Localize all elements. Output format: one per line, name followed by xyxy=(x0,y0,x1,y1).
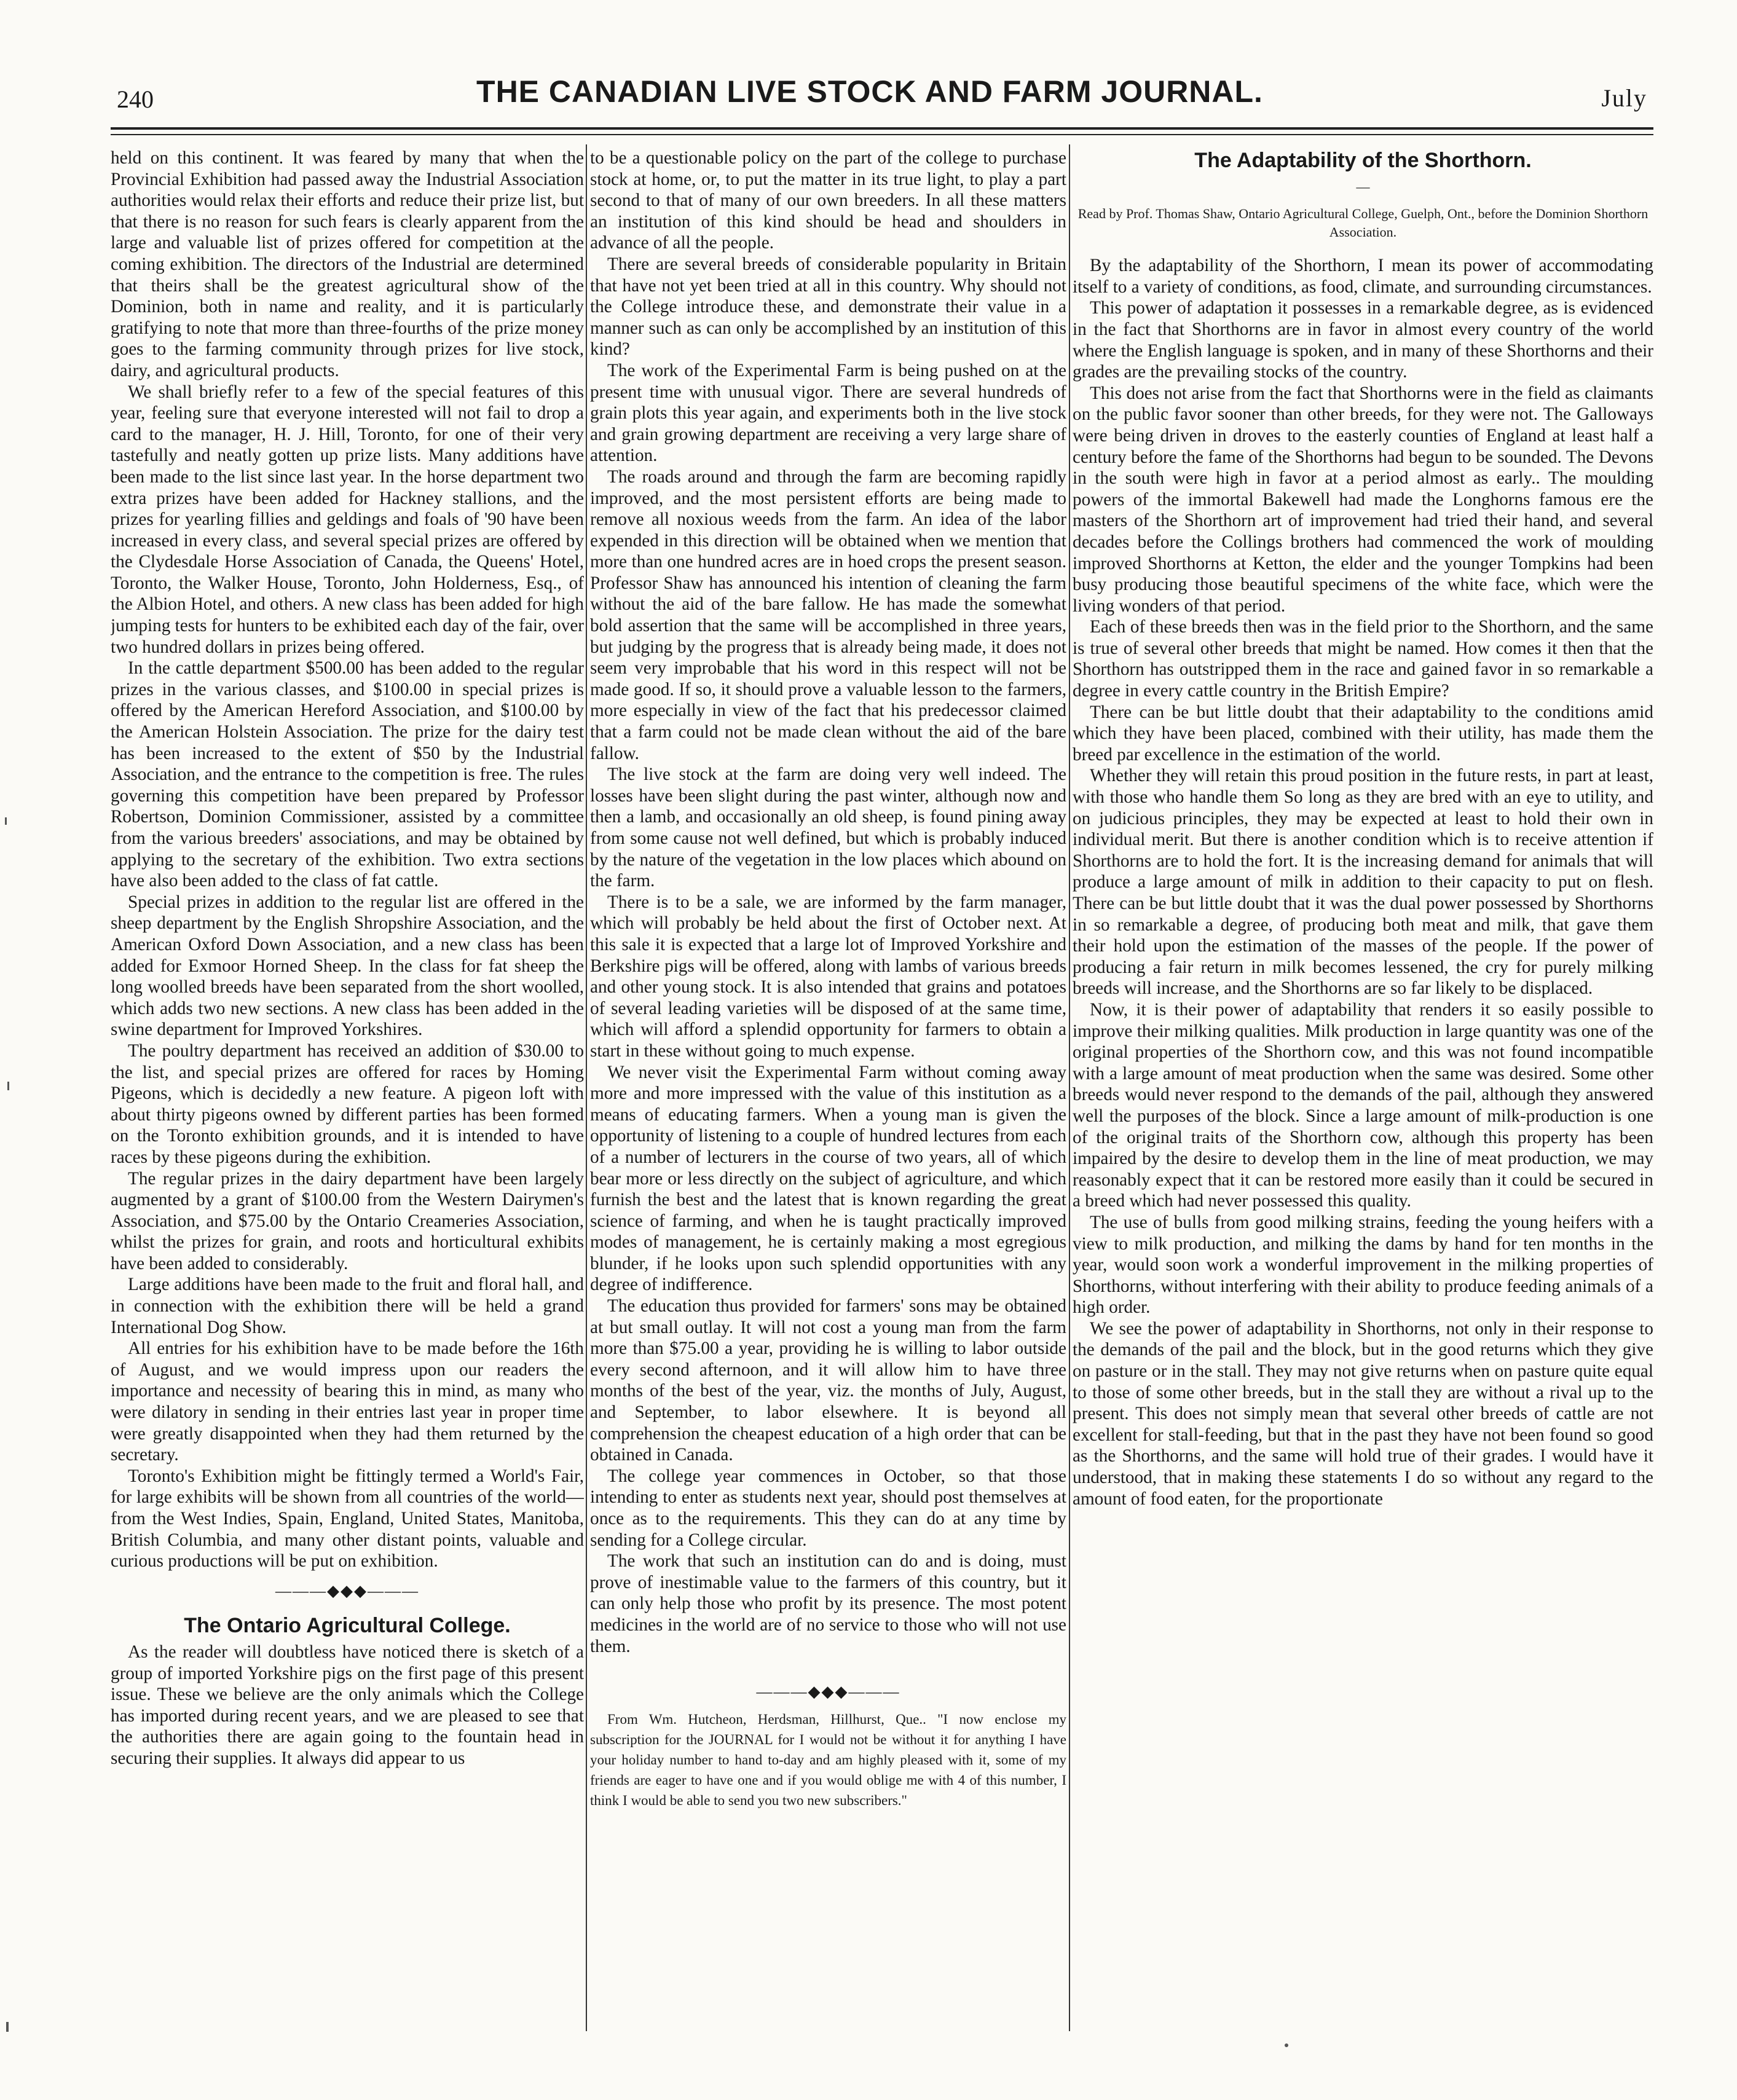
paragraph: There are several breeds of considerable popularity in Britain that have not yet been tried at all in this country. Why should not the College introduce these, and demonstrate their value in a manner such as can only be accomplished by an institution of this kind? xyxy=(590,254,1066,360)
paragraph: The use of bulls from good milking strains, feeding the young heifers with a view to milk production, and milking the dams by hand for ten months in the year, would soon work a wonderful improvement in the milking properties of Shorthorns, without interfering with their ability to produce feeding animals of a high order. xyxy=(1073,1212,1653,1318)
title-dash: — xyxy=(1356,178,1370,194)
header-rule-thick xyxy=(111,127,1653,130)
column-1 xyxy=(111,147,584,2022)
paragraph: As the reader will doubtless have noticed there is sketch of a group of imported Yorkshire pigs on the first page of this present issue. These we believe are the only animals which the College has imported during recent years, and we are pleased to see that the authorities there are again going to the fountain head in securing their supplies. It always did appear to us xyxy=(111,1642,584,1768)
column-divider-1 xyxy=(586,144,587,2031)
section-ornament: ———◆◆◆——— xyxy=(756,1683,900,1701)
paragraph: This does not arise from the fact that Shorthorns were in the field as claimants on the public favor sooner than other breeds, for they were not. The Galloways were being driven in droves to the easterly counties of England at least half a century before the fame of the Shorthorns had begun to be sounded. The Devons in the south were high in favor at a period almost as early.. The moulding powers of the immortal Bakewell had made the Longhorns famous ere the masters of the Shorthorn art of improvement had tried their hand, and several decades before the Collings brothers had commenced the work of moulding improved Shorthorns at Ketton, the elder and the younger Tompkins had been busy producing those beautiful specimens of the white face, which were the living wonders of that period. xyxy=(1073,383,1653,616)
scan-speck xyxy=(6,2022,9,2032)
paragraph: The college year commences in October, so that those intending to enter as students next year, should post themselves at once as to the requirements. This they can do at any time by sending for a College circular. xyxy=(590,1466,1066,1550)
paragraph: Large additions have been made to the fruit and floral hall, and in connection with the exhibition there will be held a grand International Dog Show. xyxy=(111,1275,584,1337)
paragraph: There can be but little doubt that their adaptability to the conditions amid which they have been placed, combined with their utility, has made them the breed par excellence in the estimation of the world. xyxy=(1073,702,1653,765)
paragraph: The poultry department has received an addition of $30.00 to the list, and special prizes are offered for races by Homing Pigeons, which is decidedly a new feature. A pigeon loft with about thirty pigeons owned by different parties has been formed on the Toronto exhibition grounds, and it is intended to have races by these pigeons during the exhibition. xyxy=(111,1040,584,1167)
paragraph: By the adaptability of the Shorthorn, I mean its power of accommodating itself to a variety of conditions, as food, climate, and surrounding circumstances. xyxy=(1073,256,1653,297)
section-ornament: ———◆◆◆——— xyxy=(275,1581,419,1600)
paragraph: Each of these breeds then was in the field prior to the Shorthorn, and the same is true of several other breeds that might be named. How comes it then that the Shorthorn has outstripped them in the race and gained favor in so remarkable a degree in every cattle country in the British Empire? xyxy=(1073,617,1653,701)
page-header xyxy=(74,74,1666,135)
paragraph: In the cattle department $500.00 has been added to the regular prizes in the various classes, and $100.00 in special prizes is offered by the American Hereford Association, and $100.00 by the American Holstein Association. The prize for the dairy test has been increased to the extent of $50 by the Industrial Association, and the entrance to the competition is free. The rules governing this competition have been prepared by Professor Robertson, Dominion Commissioner, assisted by a committee from the various breeders' associations, and may be obtained by applying to the secretary of the exhibition. Two extra sections have also been added to the class of fat cattle. xyxy=(111,658,584,891)
page-number: 240 xyxy=(117,85,154,113)
paragraph: This power of adaptation it possesses in a remarkable degree, as is evidenced in the fact that Shorthorns are in favor in almost every country of the world where the English language is spoken, and in many of these Shorthorns and their grades are the prevailing stocks of the country. xyxy=(1073,298,1653,382)
paragraph: to be a questionable policy on the part of the college to purchase stock at home, or, to put the matter in its true light, to play a part second to that of many of our own breeders. In all these matters an institution of this kind should be head and shoulders in advance of all the people. xyxy=(590,148,1066,253)
paragraph: Now, it is their power of adaptability that renders it so easily possible to improve their milking qualities. Milk production in large quantity was one of the original properties of the Shorthorn cow, and this was not found incompatible with a large amount of meat production when the same was desired. Some other breeds would never respond to the demands of the pail, although they answered well the purposes of the block. Since a large amount of milk-production is one of the original traits of the Shorthorn cow, although this property has been impaired by the desire to develop them in the line of meat production, we may reasonably expect that it can be restored more easily than it could be secured in a breed which had never possessed this quality. xyxy=(1073,999,1653,1211)
paragraph: We never visit the Experimental Farm without coming away more and more impressed with the value of this institution as a means of educating farmers. When a young man is given the opportunity of listening to a couple of hundred lectures from each of a number of lecturers in the course of two years, all of which bear more or less directly on the subject of agriculture, and which furnish the best and the latest that is known regarding the great science of farming, and when he is taught practically improved modes of management, he is certainly making a most egregious blunder, if he looks upon such splendid opportunities with any degree of indifference. xyxy=(590,1062,1066,1295)
header-rule-thin xyxy=(111,134,1653,135)
paragraph: The regular prizes in the dairy department have been largely augmented by a grant of $100.00 from the Western Dairymen's Association, and $75.00 by the Ontario Creameries Association, whilst the prizes for grain, and roots and horticultural exhibits have been added to considerably. xyxy=(111,1168,584,1273)
paragraph: The work of the Experimental Farm is being pushed on at the present time with unusual vigor. There are several hundreds of grain plots this year again, and experiments both in the live stock and grain growing department are receiving a very large share of attention. xyxy=(590,360,1066,466)
paragraph: The education thus provided for farmers' sons may be obtained at but small outlay. It will not cost a young man from the farm more than $75.00 a year, providing he is willing to labor outside every second afternoon, and it will allow him to have three months of the best of the year, viz. the months of July, August, and September, to labor elsewhere. It is beyond all comprehension the cheapest education of a high order that can be obtained in Canada. xyxy=(590,1296,1066,1465)
section-title-college: The Ontario Agricultural College. xyxy=(184,1614,511,1638)
column-2 xyxy=(590,147,1066,2022)
paragraph: held on this continent. It was feared by many that when the Provincial Exhibition had passed away the Industrial Association authorities would relax their efforts and reduce their prize list, but that there is no reason for such fears is clearly apparent from the large and valuable list of prizes offered for competition at the coming exhibition. The directors of the Industrial are determined that theirs shall be the greatest agricultural show of the Dominion, both in name and reality, and it is particularly gratifying to note that more than three-fourths of the prize money goes to the farming community through prizes for live stock, dairy, and agricultural products. xyxy=(111,148,584,380)
paragraph: Toronto's Exhibition might be fittingly termed a World's Fair, for large exhibits will be shown from all countries of the world—from the West Indies, Spain, England, United States, Manitoba, British Columbia, and many other distant points, valuable and curious productions will be put on exhibition. xyxy=(111,1466,584,1571)
column-3 xyxy=(1073,147,1653,2022)
paragraph: The work that such an institution can do and is doing, must prove of inestimable value to the farmers of this country, but it can only help those who profit by its presence. The most potent medicines in the world are of no service to those who will not use them. xyxy=(590,1551,1066,1656)
scan-speck xyxy=(7,1082,9,1090)
article-byline: Read by Prof. Thomas Shaw, Ontario Agricultural College, Guelph, Ont., before the Dominion Shorthorn Association. xyxy=(1077,206,1648,240)
paragraph: All entries for his exhibition have to be made before the 16th of August, and we would impress upon our readers the importance and necessity of bearing this in mind, as many who were dilatory in sending in their entries last year in proper time were greatly disappointed when they had them returned by the secretary. xyxy=(111,1339,584,1465)
paragraph: The live stock at the farm are doing very well indeed. The losses have been slight during the past winter, although now and then a lamb, and occasionally an old sheep, is found pining away from some cause not well defined, but which is probably induced by the nature of the vegetation in the low places which abound on the farm. xyxy=(590,765,1066,891)
paragraph: There is to be a sale, we are informed by the farm manager, which will probably be held about the first of October next. At this sale it is expected that a large lot of Improved Yorkshire and Berkshire pigs will be offered, along with lambs of various breeds and other young stock. It is also intended that grains and potatoes of several leading varieties will be disposed of at the same time, which will afford a splendid opportunity for farmers to obtain a start in these without going to much expense. xyxy=(590,892,1066,1061)
paragraph: Whether they will retain this proud position in the future rests, in part at least, with those who handle them So long as they are bred with an eye to utility, and on judicious principles, they may be expected at least to hold their own in individual merit. But there is another condition which is to receive attention if Shorthorns are to hold the fort. It is the increasing demand for animals that will produce a large amount of milk in addition to their capacity to put on flesh. There can be but little doubt that it was the dual power possessed by Shorthorns in so remarkable a degree, of producing both meat and milk, that gave them their hold upon the estimation of the masses of the people. If the power of producing a fair return in milk becomes lessened, the cry for purely milking breeds will increase, and the Shorthorns are so far likely to be displaced. xyxy=(1073,766,1653,999)
article-title-shorthorn: The Adaptability of the Shorthorn. xyxy=(1194,149,1532,172)
subscriber-note: From Wm. Hutcheon, Herdsman, Hillhurst, Que.. "I now enclose my subscription for the JOURNAL for I would not be without it for anything I have your holiday number to hand to-day and am highly pleased with it, some of my friends are eager to have one and if you would oblige me with 4 of this number, I think I would be able to send you two new subscribers." xyxy=(590,1711,1066,1808)
paragraph: We see the power of adaptability in Shorthorns, not only in their response to the demands of the pail and the block, but in the good returns which they give on pasture or in the stall. They may not give returns when on pasture quite equal to those of some other breeds, but in the stall they are without a rival up to the present. This does not simply mean that several other breeds of cattle are not excellent for stall-feeding, but that in the past they have not been found so good as the Shorthorns, and the same will hold true of their grades. I would have it understood, that in making these statements I do so without any regard to the amount of food eaten, for the proportionate xyxy=(1073,1318,1653,1509)
scan-speck xyxy=(1285,2043,1288,2047)
paragraph: The roads around and through the farm are becoming rapidly improved, and the most persistent efforts are being made to remove all noxious weeds from the farm. An idea of the labor expended in this direction will be obtained when we mention that more than one hundred acres are in hoed crops the present season. Professor Shaw has announced his intention of cleaning the farm without the aid of the bare fallow. He has made the somewhat bold assertion that the same will be accomplished in three years, but judging by the progress that is already being made, it does not seem very improbable that his word in this respect will not be made good. If so, it should prove a valuable lesson to the farmers, more especially in view of the fact that his predecessor claimed that a farm could not be made clean without the aid of the bare fallow. xyxy=(590,466,1066,763)
scan-speck xyxy=(5,817,7,825)
paragraph: Special prizes in addition to the regular list are offered in the sheep department by the English Shropshire Association, and the American Oxford Down Association, and a new class has been added for Exmoor Horned Sheep. In the class for fat sheep the long woolled breeds have been separated from the short woolled, which adds two new sections. A new class has been added in the swine department for Improved Yorkshires. xyxy=(111,892,584,1040)
issue-month: July xyxy=(1601,84,1647,112)
column-divider-2 xyxy=(1069,144,1070,2031)
paragraph: We shall briefly refer to a few of the special features of this year, feeling sure that everyone interested will not fail to drop a card to the manager, H. J. Hill, Toronto, for one of their very tastefully and neatly gotten up prize lists. Many additions have been made to the list since last year. In the horse department two extra prizes have been added for Hackney stallions, and the prizes for yearling fillies and geldings and foals of '90 have been increased in every class, and several special prizes are offered by the Clydesdale Horse Association of Canada, the Queens' Hotel, Toronto, the Walker House, Toronto, John Holderness, Esq., of the Albion Hotel, and others. A new class has been added for high jumping tests for hunters to be exhibited each day of the fair, over two hundred dollars in prizes being offered. xyxy=(111,382,584,657)
masthead-title: THE CANADIAN LIVE STOCK AND FARM JOURNAL. xyxy=(476,74,1263,109)
